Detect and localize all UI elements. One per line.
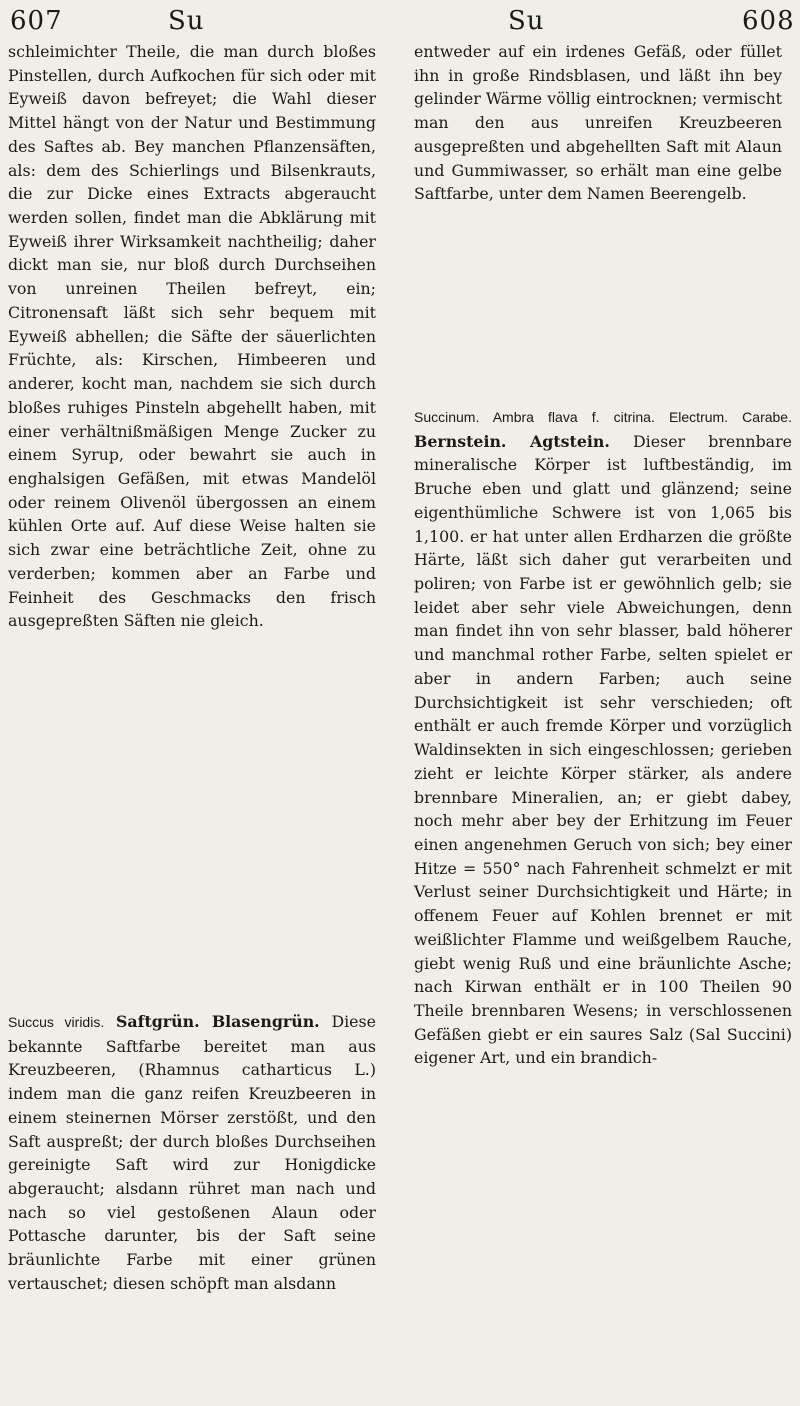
succinum-paragraph — [414, 405, 792, 1070]
header-word-right: Su — [508, 6, 545, 36]
succinum-entry — [414, 405, 792, 1070]
succinum-text: Dieser brennbare mineralische Körper ist luftbeständig, im Bruche eben und glatt und glänzend; seine eigenthümliche Schwere ist von 1,065 bis 1,100. er hat unter allen Erdharzen die größte Härte, läßt sich daher gut verarbeiten und poliren; von Farbe ist er gewöhnlich gelb; sie leidet aber sehr viele Abweichungen, denn man findet ihn von sehr blasser, bald höherer und manchmal rother Farbe, selten spielet er aber in andern Farben; auch seine Durchsichtigkeit ist sehr verschieden; oft enthält er auch fremde Körper und vorzüglich Waldinsekten in sich eingeschlossen; gerieben zieht er leichte Körper stärker, als andere brennbare Mineralien, an; er giebt dabey, noch mehr aber bey der Erhitzung im Feuer einen angenehmen Geruch von sich; bey einer Hitze = 550° nach Fahrenheit schmelzt er mit Verlust seiner Durchsichtigkeit und Härte; in offenem Feuer auf Kohlen brennet er mit weißlichter Flamme und weißgelbem Rauche, giebt wenig Ruß und eine bräunlichte Asche; nach Kirwan enthält er in 100 Theilen 90 Theile brennbaren Wesens; in verschlossenen Gefäßen giebt er ein saures Salz (Sal Succini) eigener Art, und ein brandich- — [414, 431, 793, 1068]
right-column — [414, 40, 782, 400]
succus-latin: Succus viridis. — [8, 1014, 105, 1030]
left-column-text: schleimichter Theile, die man durch bloßes Pinstellen, durch Aufkochen für sich oder mit Eyweiß davon befreyet; die Wahl dieser Mittel hängt von der Natur und Bestimmung des Saftes ab. Bey manchen Pflanzensäften, als: dem des Schierlings und Bilsenkrauts, die zur Dicke eines Extracts abgeraucht werden sollen, findet man die Abklärung mit Eyweiß ihrer Wirksamkeit nachtheilig; daher dickt man sie, nur bloß durch Durchseihen von unreinen Theilen befreyt, ein; Citronensaft läßt sich sehr bequem mit Eyweiß abhellen; die Säfte der säuerlichten Früchte, als: Kirschen, Himbeeren und anderer, kocht man, nachdem sie sich durch bloßes ruhiges Pinsteln abgehellt haben, mit einer verhältnißmäßigen Menge Zucker zu einem Syrup, oder bewahrt sie auch in enghalsigen Gefäßen, mit etwas Mandelöl oder reinem Olivenöl übergossen an einem kühlen Orte auf. Auf diese Weise halten sie sich zwar eine beträchtliche Zeit, ohne zu verderben; kommen aber an Farbe und Feinheit des Geschmacks den frisch ausgepreßten Säften nie gleich. — [8, 42, 376, 631]
succinum-headword: Bernstein. Agtstein. — [414, 431, 610, 451]
right-column-text: entweder auf ein irdenes Gefäß, oder füllet ihn in große Rindsblasen, und läßt ihn bey gelinder Wärme völlig eintrocknen; vermischt man den aus unreifen Kreuzbeeren ausgepreßten und abgehellten Saft mit Alaun und Gummiwasser, so erhält man eine gelbe Saftfarbe, unter dem Namen Beerengelb. — [414, 42, 782, 204]
succus-paragraph — [8, 1010, 376, 1296]
page-number-right: 608 — [742, 6, 795, 36]
succus-headword: Saftgrün. Blasengrün. — [116, 1012, 320, 1031]
header-word-left: Su — [168, 6, 205, 36]
page-number-left: 607 — [10, 6, 63, 36]
left-column — [8, 40, 376, 1000]
succinum-latin: Succinum. Ambra flava f. citrina. Electrum. Carabe. — [414, 409, 792, 425]
succus-text: Diese bekannte Saftfarbe bereitet man aus Kreuzbeeren, (Rhamnus catharticus L.) indem man die ganz reifen Kreuzbeeren in einem steinernen Mörser zerstößt, und den Saft auspreßt; der durch bloßes Durchseihen gereinigte Saft wird zur Honigdicke abgeraucht; alsdann rühret man nach und nach so viel gestoßenen Alaun oder Pottasche darunter, bis der Saft seine bräunlichte Farbe mit einer grünen vertauschet; diesen schöpft man alsdann — [8, 1012, 376, 1293]
succus-viridis-entry — [8, 1010, 376, 1296]
